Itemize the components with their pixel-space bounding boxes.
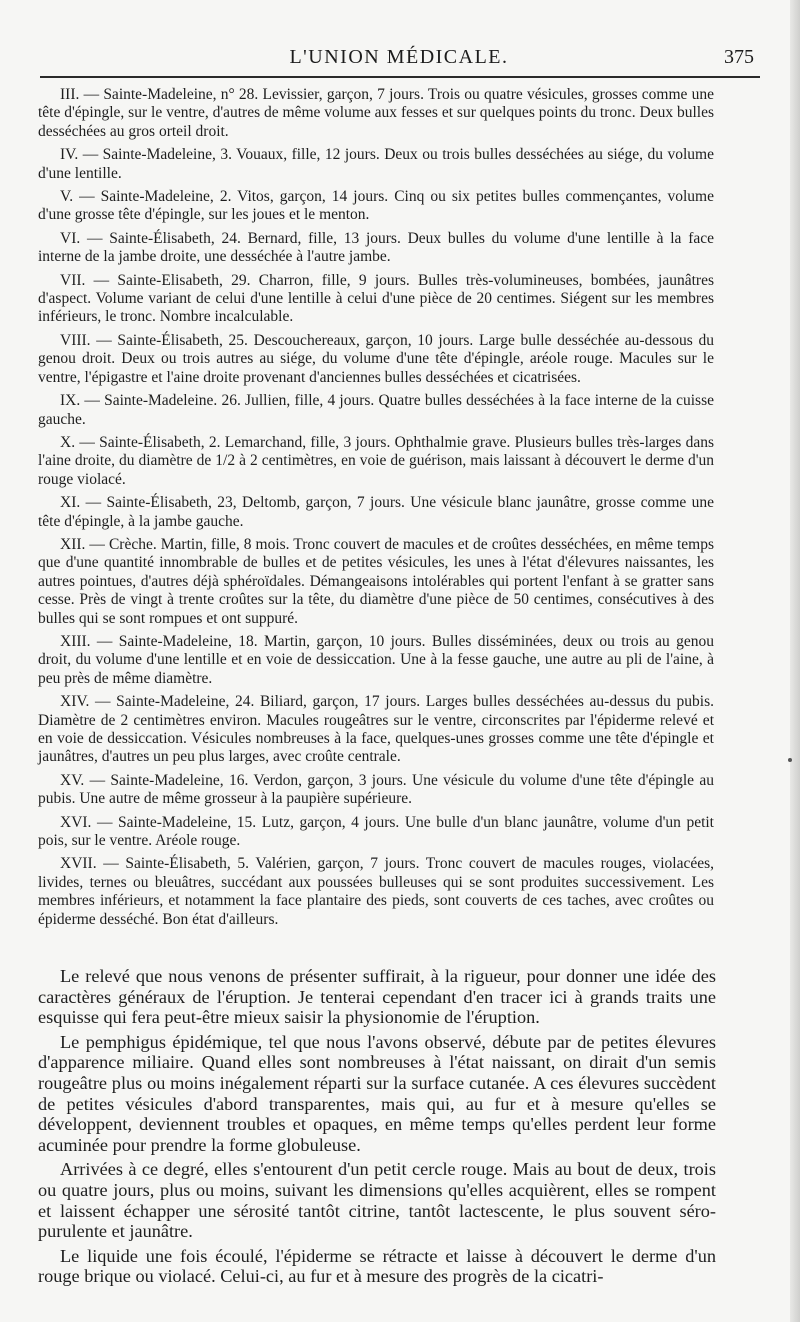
header-rule [40, 76, 760, 78]
case-list [38, 86, 714, 934]
case-entry-xiv: XIV. — Sainte-Madeleine, 24. Biliard, garçon, 17 jours. Larges bulles desséchées au-dessus du pubis. Diamètre de 2 centimètres environ. Macules rougeâtres sur le ventre, circonscrites par l'épiderme relevé et en voie de dessiccation. Vésicules nombreuses à la face, quelques-unes grosses comme une tête d'épingle et jaunâtres, d'autres un peu plus larges, avec croûte centrale. [38, 693, 714, 766]
page-header [38, 40, 760, 74]
body-paragraph: Le pemphigus épidémique, tel que nous l'avons observé, débute par de petites élevures d'apparence miliaire. Quand elles sont nombreuses à l'état naissant, on dirait d'un semis rougeâtre plus ou moins inégalement réparti sur la surface cutanée. A ces élevures succèdent de petites vésicules d'abord transparentes, mais qui, au fur et à mesure qu'elles se développent, deviennent troubles et opaques, en même temps qu'elles perdent leur forme acuminée pour prendre la forme globuleuse. [38, 1031, 716, 1155]
body-paragraph: Le relevé que nous venons de présenter suffirait, à la rigueur, pour donner une idée des caractères généraux de l'éruption. Je tenterai cependant d'en tracer ici à grands traits une esquisse qui fera peut-être mieux saisir la physionomie de l'éruption. [38, 966, 716, 1028]
body-paragraph: Le liquide une fois écoulé, l'épiderme se rétracte et laisse à découvert le derme d'un rouge brique ou violacé. Celui-ci, au fur et à mesure des progrès de la cicatri- [38, 1245, 716, 1287]
page-number: 375 [724, 46, 754, 68]
case-entry-v: V. — Sainte-Madeleine, 2. Vitos, garçon, 14 jours. Cinq ou six petites bulles commençantes, volume d'une grosse tête d'épingle, sur les joues et le menton. [38, 188, 714, 224]
case-entry-ix: IX. — Sainte-Madeleine. 26. Jullien, fille, 4 jours. Quatre bulles desséchées à la face interne de la cuisse gauche. [38, 392, 714, 428]
case-entry-xiii: XIII. — Sainte-Madeleine, 18. Martin, garçon, 10 jours. Bulles disséminées, deux ou trois au genou droit, du volume d'une lentille et en voie de dessiccation. Une à la fesse gauche, une autre au pli de l'aine, à peu près de même diamètre. [38, 632, 714, 687]
case-entry-xv: XV. — Sainte-Madeleine, 16. Verdon, garçon, 3 jours. Une vésicule du volume d'une tête d'épingle au pubis. Une autre de même grosseur à la paupière supérieure. [38, 771, 714, 808]
body-text [38, 966, 716, 1291]
case-entry-xii: XII. — Crèche. Martin, fille, 8 mois. Tronc couvert de macules et de croûtes desséchées, en même temps que d'une quantité innombrable de bulles et de petites vésicules, les unes à l'état d'élevures naissantes, les autres pointues, d'autres déjà sphéroïdales. Démangeaisons intolérables qui portent l'enfant à se gratter sans cesse. Près de vingt à trente croûtes sur la tête, du diamètre d'une pièce de 50 centimes, consécutives à des bulles qui se sont rompues et ont suppuré. [38, 535, 714, 627]
ink-spot [788, 758, 792, 762]
running-title: L'UNION MÉDICALE. [289, 46, 509, 68]
body-paragraph: Arrivées à ce degré, elles s'entourent d'un petit cercle rouge. Mais au bout de deux, trois ou quatre jours, plus ou moins, suivant les dimensions qu'elles acquièrent, elles se rompent et laissent échapper une sérosité tantôt citrine, tantôt lactescente, le plus souvent séro-purulente et jaunâtre. [38, 1159, 716, 1242]
case-entry-xvi: XVI. — Sainte-Madeleine, 15. Lutz, garçon, 4 jours. Une bulle d'un blanc jaunâtre, volume d'un petit pois, sur le ventre. Aréole rouge. [38, 813, 714, 850]
case-entry-x: X. — Sainte-Élisabeth, 2. Lemarchand, fille, 3 jours. Ophthalmie grave. Plusieurs bulles très-larges dans l'aine droite, du diamètre de 1/2 à 2 centimètres, en voie de guérison, mais laissant à découvert le derme d'un rouge violacé. [38, 433, 714, 488]
case-entry-xvii: XVII. — Sainte-Élisabeth, 5. Valérien, garçon, 7 jours. Tronc couvert de macules rouges, violacées, livides, ternes ou bleuâtres, succédant aux poussées bulleuses qui se sont produites successivement. Les membres inférieurs, et notamment la face plantaire des pieds, sont couverts de ces taches, avec croûtes ou épiderme desséché. Bon état d'ailleurs. [38, 855, 714, 928]
case-entry-iii: III. — Sainte-Madeleine, n° 28. Levissier, garçon, 7 jours. Trois ou quatre vésicules, grosses comme une tête d'épingle, sur le ventre, d'autres de même volume aux fesses et sur quelques points du tronc. Deux bulles desséchées au gros orteil droit. [38, 86, 714, 140]
case-entry-iv: IV. — Sainte-Madeleine, 3. Vouaux, fille, 12 jours. Deux ou trois bulles desséchées au siége, du volume d'une lentille. [38, 146, 714, 182]
case-entry-vii: VII. — Sainte-Elisabeth, 29. Charron, fille, 9 jours. Bulles très-volumineuses, bombées, jaunâtres d'aspect. Volume variant de celui d'une lentille à celui d'une pièce de 20 centimes. Siégent sur les membres inférieurs, le tronc. Nombre incalculable. [38, 271, 714, 326]
case-entry-viii: VIII. — Sainte-Élisabeth, 25. Descouchereaux, garçon, 10 jours. Large bulle desséchée au-dessous du genou droit. Deux ou trois autres au siége, du volume d'une tête d'épingle, aréole rouge. Macules sur le ventre, l'épigastre et l'aine droite provenant d'anciennes bulles desséchées et cicatrisées. [38, 331, 714, 386]
case-entry-vi: VI. — Sainte-Élisabeth, 24. Bernard, fille, 13 jours. Deux bulles du volume d'une lentille à la face interne de la jambe droite, une desséchée à l'autre jambe. [38, 229, 714, 266]
page-edge [790, 0, 800, 1322]
case-entry-xi: XI. — Sainte-Élisabeth, 23, Deltomb, garçon, 7 jours. Une vésicule blanc jaunâtre, grosse comme une tête d'épingle, à la jambe gauche. [38, 494, 714, 530]
